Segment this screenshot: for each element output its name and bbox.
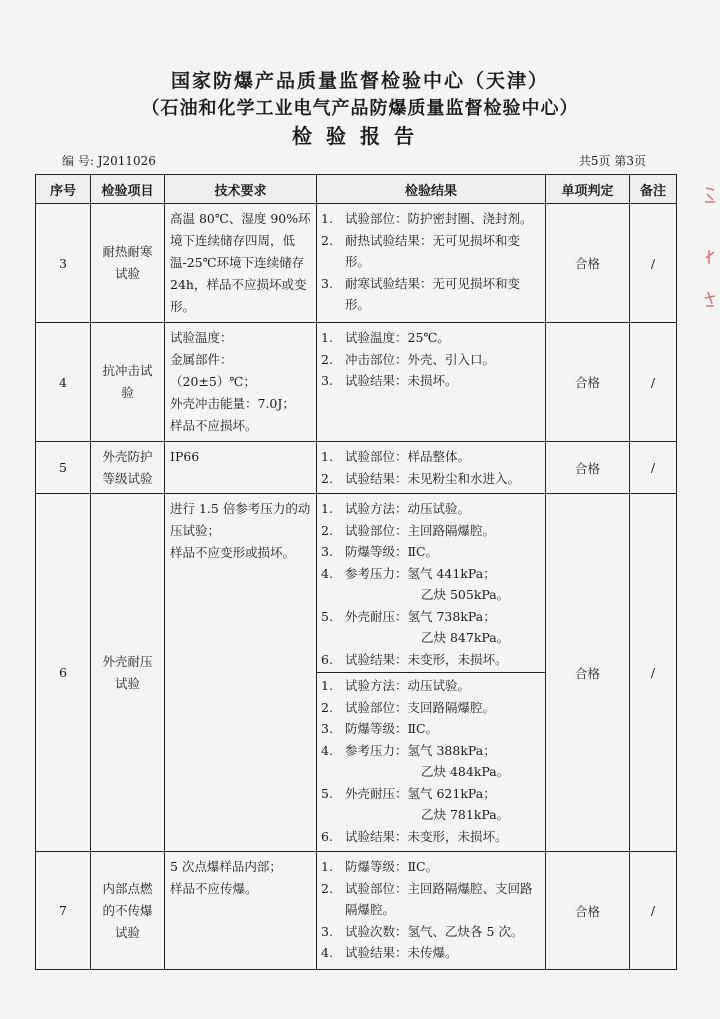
result-item: [321, 804, 541, 826]
report-title: 检验报告: [292, 124, 428, 148]
result-item: [321, 563, 541, 585]
result-number: 1.: [321, 501, 333, 516]
center-name-title: 国家防爆产品质量监督检验中心（天津）: [170, 70, 549, 92]
header-item: 检验项目: [91, 175, 165, 204]
result-number: 2.: [321, 351, 333, 367]
result-item: [321, 718, 541, 740]
table-header-row: [36, 175, 677, 204]
result-number: 4.: [321, 565, 333, 581]
judgement-cell: 合格: [546, 494, 630, 852]
note-cell: /: [630, 442, 677, 494]
result-text: 试验部位：防护密封圈、浇封剂。: [345, 211, 533, 226]
result-item: [321, 446, 541, 468]
result-text: 试验结果：未传爆。: [345, 945, 458, 960]
item-cell: 抗冲击试验: [91, 323, 165, 442]
result-item: [321, 468, 541, 490]
result-text: 试验方法：动压试验。: [345, 501, 471, 516]
result-text: 冲击部位：外壳、引入口。: [345, 351, 496, 367]
result-number: 3.: [321, 721, 333, 736]
seq-cell: 7: [36, 852, 91, 970]
note-cell: /: [630, 323, 677, 442]
result-number: 2.: [321, 880, 333, 896]
result-item: [321, 541, 541, 563]
result-number: 2.: [321, 232, 333, 248]
result-text: 试验部位：主回路隔爆腔、支回路隔爆腔。: [345, 880, 533, 917]
note-cell: /: [630, 852, 677, 970]
result-text: 试验部位：支回路隔爆腔。: [345, 699, 496, 715]
seq-cell: 4: [36, 323, 91, 442]
result-item: [321, 606, 541, 628]
result-text: 防爆等级：ⅡC。: [345, 721, 439, 736]
result-item: [321, 520, 541, 542]
result-text: 参考压力：氢气 441kPa；: [345, 565, 496, 581]
report-number: [62, 152, 156, 169]
report-meta: [62, 152, 646, 169]
result-text: 乙炔 781kPa。: [421, 807, 510, 822]
result-item: [321, 370, 541, 392]
result-list: [321, 327, 541, 392]
result-cell: [317, 204, 546, 323]
result-divider: [317, 672, 545, 673]
result-text: 防爆等级：ⅡC。: [345, 544, 439, 559]
result-number: 1.: [321, 678, 333, 693]
result-item: [321, 675, 541, 697]
judgement-cell: 合格: [546, 442, 630, 494]
result-text: 参考压力：氢气 388kPa；: [345, 742, 496, 758]
requirement-cell: 5 次点爆样品内部； 样品不应传爆。: [165, 852, 317, 970]
result-list: [321, 675, 541, 847]
item-cell: 外壳耐压试验: [91, 494, 165, 852]
result-text: 试验方法：动压试验。: [345, 678, 471, 693]
judgement-cell: 合格: [546, 323, 630, 442]
header-seq: 序号: [36, 175, 91, 204]
judgement-cell: 合格: [546, 852, 630, 970]
result-item: [321, 942, 541, 964]
result-text: 乙炔 484kPa。: [421, 764, 510, 779]
header-requirement: 技术要求: [165, 175, 317, 204]
result-text: 乙炔 847kPa。: [421, 630, 510, 645]
result-number: 4.: [321, 945, 333, 960]
result-number: 6.: [321, 651, 333, 667]
header-judgement: 单项判定: [546, 175, 630, 204]
result-number: 6.: [321, 828, 333, 844]
result-text: 耐热试验结果：无可见损坏和变形。: [345, 232, 521, 269]
result-cell: [317, 323, 546, 442]
result-text: 试验温度：25℃。: [345, 330, 450, 345]
result-item: [321, 273, 541, 316]
seq-cell: 3: [36, 204, 91, 323]
result-text: 外壳耐压：氢气 621kPa；: [345, 785, 496, 801]
result-item: [321, 230, 541, 273]
item-cell: 外壳防护等级试验: [91, 442, 165, 494]
judgement-cell: 合格: [546, 204, 630, 323]
result-number: 3.: [321, 544, 333, 559]
result-text: 试验部位：样品整体。: [345, 449, 471, 464]
result-item: [321, 878, 541, 921]
result-text: 防爆等级：ⅡC。: [345, 859, 439, 874]
result-text: 外壳耐压：氢气 738kPa；: [345, 608, 496, 624]
inspection-stamp: [703, 180, 717, 320]
header-note: 备注: [630, 175, 677, 204]
result-text: 试验结果：未损坏。: [345, 373, 458, 388]
result-text: 试验部位：主回路隔爆腔。: [345, 522, 496, 538]
result-number: 1.: [321, 449, 333, 464]
table-row: [36, 852, 677, 970]
result-text: 耐寒试验结果：无可见损坏和变形。: [345, 275, 521, 312]
table-row: [36, 323, 677, 442]
requirement-cell: 试验温度： 金属部件：（20±5）℃； 外壳冲击能量：7.0J； 样品不应损坏。: [165, 323, 317, 442]
result-number: 5.: [321, 785, 333, 801]
result-number: 1.: [321, 330, 333, 345]
inspection-table: [35, 174, 677, 970]
result-item: [321, 208, 541, 230]
requirement-cell: 高温 80℃、湿度 90%环境下连续储存四周，低温-25℃环境下连续储存 24h，样品不应损坏或变形。: [165, 204, 317, 323]
result-text: 试验次数：氢气、乙炔各 5 次。: [345, 923, 524, 939]
result-item: [321, 761, 541, 783]
table-row: [36, 204, 677, 323]
result-number: 3.: [321, 923, 333, 939]
result-item: [321, 498, 541, 520]
item-cell: 内部点燃的不传爆试验: [91, 852, 165, 970]
requirement-cell: 进行 1.5 倍参考压力的动压试验； 样品不应变形或损坏。: [165, 494, 317, 852]
result-list: [321, 498, 541, 670]
seq-cell: 5: [36, 442, 91, 494]
note-cell: /: [630, 204, 677, 323]
result-text: 试验结果：未变形，未损坏。: [345, 651, 508, 667]
result-item: [321, 740, 541, 762]
result-cell: [317, 442, 546, 494]
seq-cell: 6: [36, 494, 91, 852]
result-text: 乙炔 505kPa。: [421, 587, 510, 602]
center-subtitle: （石油和化学工业电气产品防爆质量监督检验中心）: [141, 98, 579, 119]
result-item: [321, 826, 541, 848]
table-row: [36, 494, 677, 852]
report-number-value: J2011026: [97, 154, 156, 168]
result-item: [321, 649, 541, 671]
result-item: [321, 783, 541, 805]
result-number: 5.: [321, 608, 333, 624]
header-result: 检验结果: [317, 175, 546, 204]
table-row: [36, 442, 677, 494]
result-list: [321, 856, 541, 964]
result-number: 4.: [321, 742, 333, 758]
result-number: 2.: [321, 522, 333, 538]
requirement-cell: IP66: [165, 442, 317, 494]
report-number-label: 编 号:: [62, 154, 94, 168]
result-cell: [317, 852, 546, 970]
result-text: 试验结果：未见粉尘和水进入。: [345, 470, 521, 486]
note-cell: /: [630, 494, 677, 852]
result-item: [321, 921, 541, 943]
result-text: 试验结果：未变形，未损坏。: [345, 828, 508, 844]
result-number: 1.: [321, 211, 333, 226]
result-number: 3.: [321, 373, 333, 388]
page-info: 共5页 第3页: [578, 154, 646, 168]
result-number: 3.: [321, 275, 333, 291]
result-number: 2.: [321, 699, 333, 715]
result-item: [321, 697, 541, 719]
result-cell: [317, 494, 546, 852]
result-number: 1.: [321, 859, 333, 874]
stamp-fragment-icon: [703, 180, 717, 320]
result-number: 2.: [321, 470, 333, 486]
result-item: [321, 349, 541, 371]
result-item: [321, 856, 541, 878]
result-item: [321, 327, 541, 349]
result-item: [321, 584, 541, 606]
result-list: [321, 208, 541, 316]
item-cell: 耐热耐寒试验: [91, 204, 165, 323]
result-item: [321, 627, 541, 649]
result-list: [321, 446, 541, 489]
